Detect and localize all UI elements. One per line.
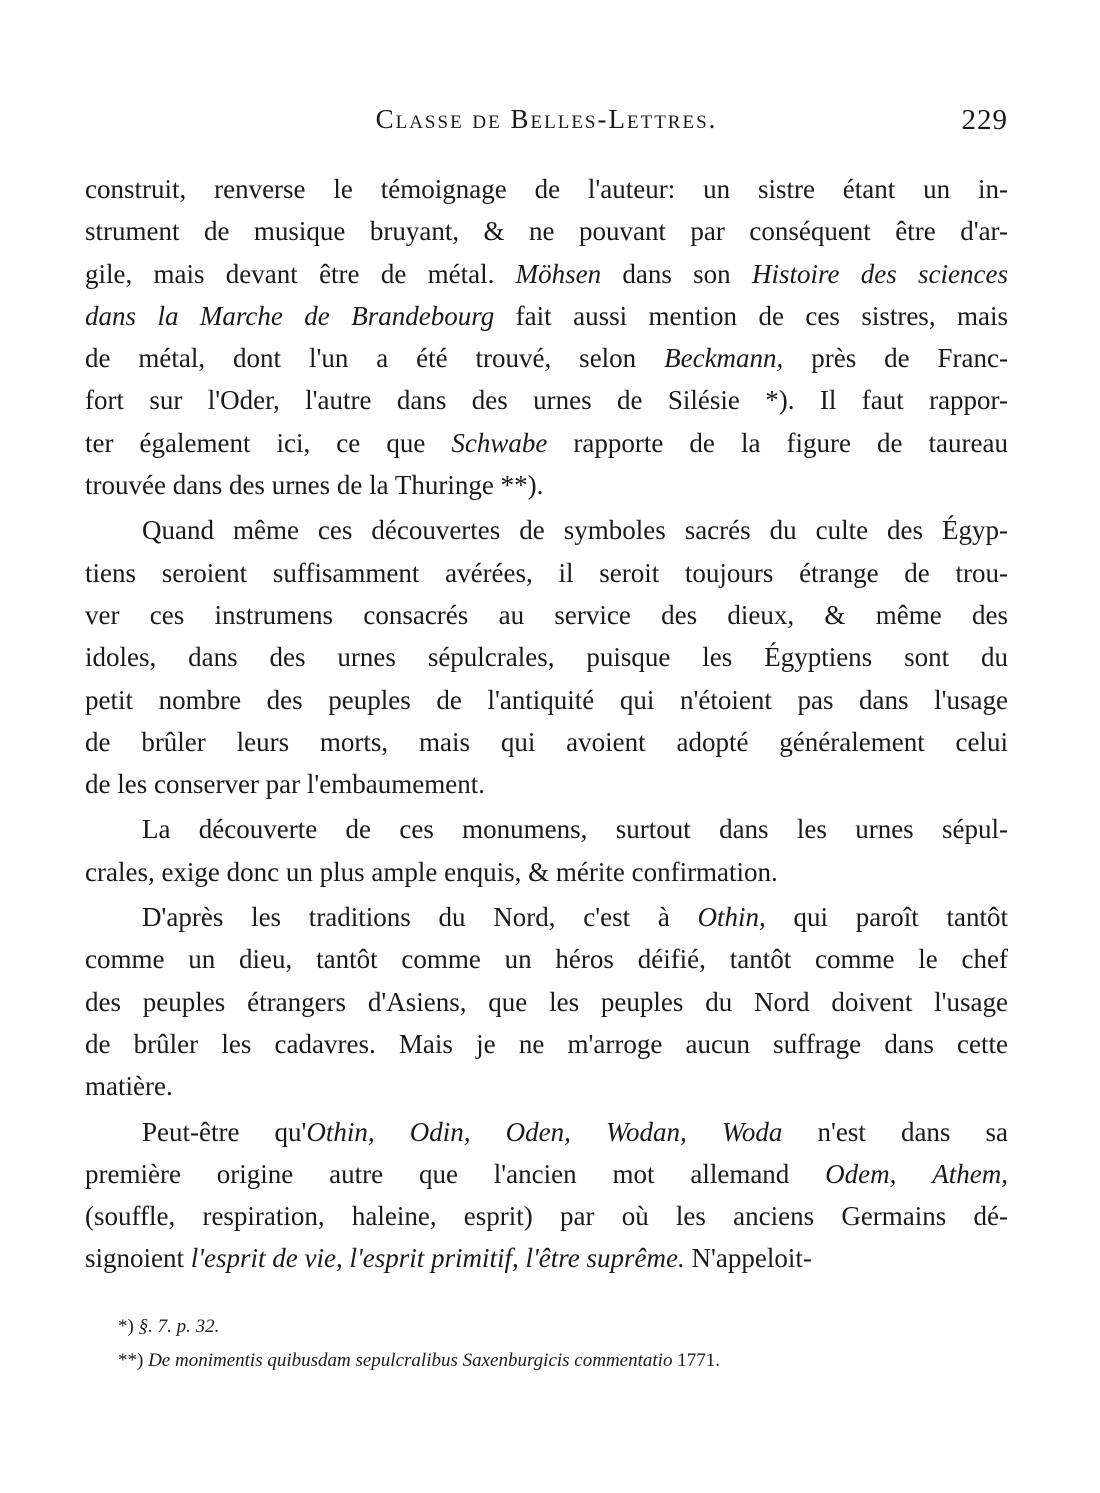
text-line: de les conserver par l'embaumement. <box>85 769 485 800</box>
text-line: petit nombre des peuples de l'antiquité qui n'étoient pas dans l'usage <box>85 684 1008 715</box>
paragraph <box>85 1111 1008 1280</box>
footnotes <box>118 1310 918 1378</box>
text-line: ver ces instrumens consacrés au service des dieux, & même des <box>85 599 1008 630</box>
text-line: gile, mais devant être de métal. Möhsen dans son Histoire des sciences <box>85 258 1008 289</box>
paragraph <box>85 896 1008 1107</box>
footnote-mark: **) <box>118 1350 144 1371</box>
italic-text: Athem, <box>932 1158 1009 1189</box>
text-line: signoient l'esprit de vie, l'esprit primitif, l'être suprême. N'appeloit- <box>85 1243 812 1274</box>
italic-text: Oden, <box>505 1116 571 1147</box>
text-line: tiens seroient suffisamment avérées, il seroit toujours étrange de trou- <box>85 557 1008 588</box>
italic-text: Odin, <box>409 1116 471 1147</box>
italic-text: l'esprit primitif, <box>349 1243 519 1274</box>
text-line: D'après les traditions du Nord, c'est à Othin, qui paroît tantôt <box>142 902 1008 933</box>
italic-text: Othin, <box>697 902 766 933</box>
text-line: de métal, dont l'un a été trouvé, selon Beckmann, près de Franc- <box>85 343 1009 374</box>
text-line: première origine autre que l'ancien mot allemand Odem, Athem, <box>85 1158 1009 1189</box>
text-line: de brûler leurs morts, mais qui avoient adopté généralement celui <box>85 726 1008 757</box>
italic-text: Schwabe <box>451 427 548 458</box>
italic-text: Wodan, <box>606 1116 687 1147</box>
text-line: construit, renverse le témoignage de l'auteur: un sistre étant un in- <box>85 174 1008 204</box>
italic-text: Möhsen <box>515 258 602 289</box>
text-line: La découverte de ces monumens, surtout dans les urnes sépul- <box>142 814 1008 845</box>
text-line: trouvée dans des urnes de la Thuringe **). <box>85 470 544 501</box>
text-line: Quand même ces découvertes de symboles sacrés du culte des Égyp- <box>142 515 1008 546</box>
text-line: comme un dieu, tantôt comme un héros déifié, tantôt comme le chef <box>85 944 1008 975</box>
italic-text: Histoire des sciences <box>751 258 1008 289</box>
italic-text: l'être suprême. <box>525 1243 685 1274</box>
paragraph <box>85 168 1008 506</box>
body-text <box>85 168 1008 1280</box>
italic-text: Woda <box>721 1116 783 1147</box>
text-line: de brûler les cadavres. Mais je ne m'arroge aucun suffrage dans cette <box>85 1028 1008 1059</box>
footnote-2 <box>118 1344 918 1378</box>
italic-text: Odem, <box>825 1158 897 1189</box>
text-line: fort sur l'Oder, l'autre dans des urnes de Silésie *). Il faut rappor- <box>85 385 1008 416</box>
text-line: matière. <box>85 1071 173 1102</box>
italic-text: Beckmann, <box>664 343 784 374</box>
footnote-1 <box>118 1310 918 1344</box>
text-line: idoles, dans des urnes sépulcrales, puisque les Égyptiens sont du <box>85 642 1008 673</box>
footnote-text: De monimentis quibusdam sepulcralibus Saxenburgicis commentatio <box>148 1350 673 1371</box>
footnote-text: §. 7. p. 32. <box>138 1316 220 1337</box>
text-line: Peut-être qu'Othin, Odin, Oden, Wodan, Woda n'est dans sa <box>142 1116 1009 1147</box>
text-line: (souffle, respiration, haleine, esprit) par où les anciens Germains dé- <box>85 1201 1008 1232</box>
italic-text: dans la Marche de Brandebourg <box>85 300 495 331</box>
italic-text: l'esprit de vie, <box>190 1243 343 1274</box>
text-line: crales, exige donc un plus ample enquis, & mérite confirmation. <box>85 856 778 887</box>
footnote-mark: *) <box>118 1316 134 1337</box>
running-title: Classe de Belles-Lettres. <box>375 104 718 134</box>
paragraph <box>85 509 1008 805</box>
text-line: strument de musique bruyant, & ne pouvant par conséquent être d'ar- <box>85 216 1008 247</box>
text-line: ter également ici, ce que Schwabe rapporte de la figure de taureau <box>85 427 1008 458</box>
page-number: 229 <box>961 104 1008 136</box>
text-line: dans la Marche de Brandebourg fait aussi mention de ces sistres, mais <box>85 300 1009 331</box>
text-line: des peuples étrangers d'Asiens, que les peuples du Nord doivent l'usage <box>85 986 1008 1017</box>
paragraph <box>85 808 1008 893</box>
italic-text: Othin, <box>306 1116 375 1147</box>
page-header <box>85 104 1008 144</box>
footnote-year: 1771. <box>677 1350 720 1371</box>
